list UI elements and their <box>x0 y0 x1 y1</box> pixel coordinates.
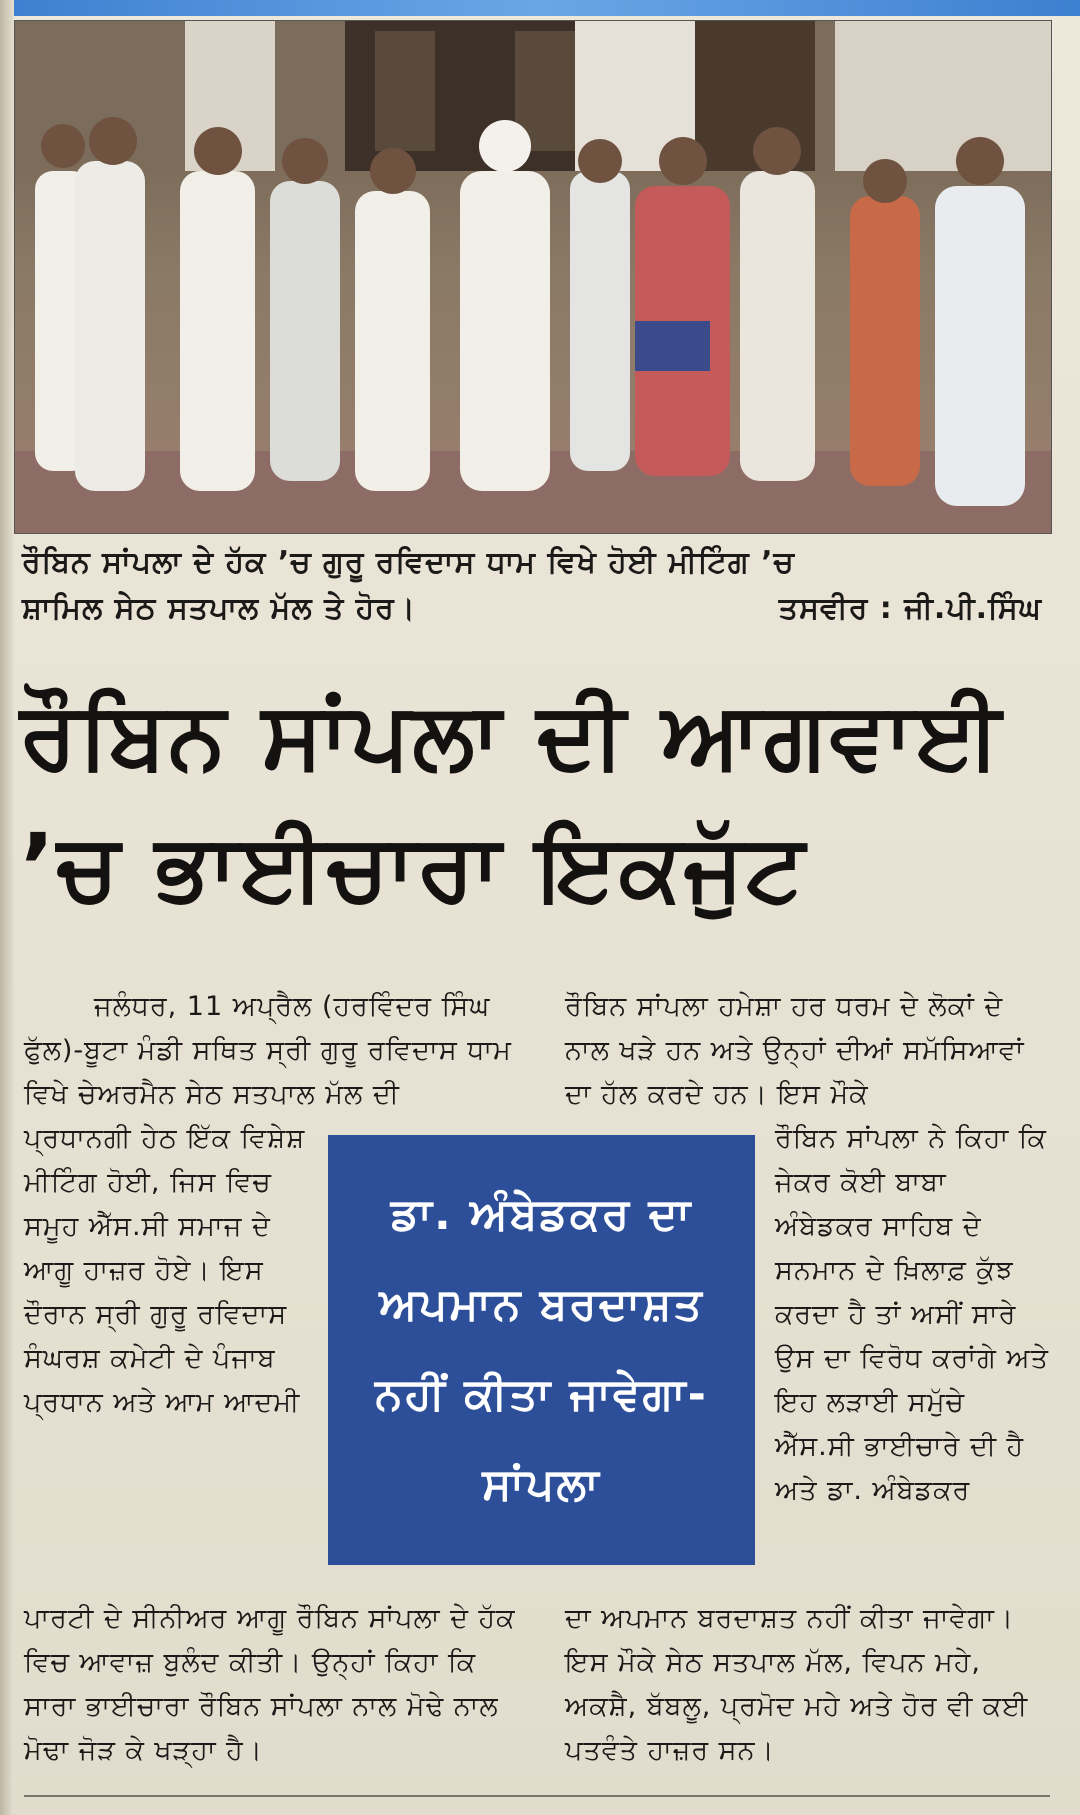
article-right-wrap: ਰੌਬਿਨ ਸਾਂਪਲਾ ਨੇ ਕਿਹਾ ਕਿ ਜੇਕਰ ਕੋਈ ਬਾਬਾ ਅੰਬੇਡਕਰ ਸਾਹਿਬ ਦੇ ਸਨਮਾਨ ਦੇ ਖ਼ਿਲਾਫ਼ ਕੁੱਝ ਕਰਦਾ ਹੈ ਤਾਂ ਅਸੀਂ ਸਾਰੇ ਉਸ ਦਾ ਵਿਰੋਧ ਕਰਾਂਗੇ ਅਤੇ ਇਹ ਲੜਾਈ ਸਮੁੱਚੇ ਐੱਸ.ਸੀ ਭਾਈਚਾਰੇ ਦੀ ਹੈ ਅਤੇ ਡਾ. ਅੰਬੇਡਕਰ <box>775 1123 1049 1506</box>
headline <box>20 670 1050 934</box>
caption-line-1: ਰੌਬਿਨ ਸਾਂਪਲਾ ਦੇ ਹੱਕ ’ਚ ਗੁਰੂ ਰਵਿਦਾਸ ਧਾਮ ਵਿਖੇ ਹੋਈ ਮੀਟਿੰਗ ’ਚ <box>22 545 795 580</box>
news-photo <box>14 20 1052 534</box>
article-left-bottom: ਪਾਰਟੀ ਦੇ ਸੀਨੀਅਰ ਆਗੂ ਰੌਬਿਨ ਸਾਂਪਲਾ ਦੇ ਹੱਕ ਵਿਚ ਆਵਾਜ਼ ਬੁਲੰਦ ਕੀਤੀ। ਉਨ੍ਹਾਂ ਕਿਹਾ ਕਿ ਸਾਰਾ ਭਾਈਚਾਰਾ ਰੌਬਿਨ ਸਾਂਪਲਾ ਨਾਲ ਮੋਢੇ ਨਾਲ ਮੋਢਾ ਜੋੜ ਕੇ ਖੜ੍ਹਾ ਹੈ। <box>24 1603 516 1766</box>
photo-credit: ਤਸਵੀਰ : ਜੀ.ਪੀ.ਸਿੰਘ <box>778 591 1042 626</box>
page-edge-strip <box>0 0 1080 16</box>
article-right-top: ਰੌਬਿਨ ਸਾਂਪਲਾ ਹਮੇਸ਼ਾ ਹਰ ਧਰਮ ਦੇ ਲੋਕਾਂ ਦੇ ਨਾਲ ਖੜੇ ਹਨ ਅਤੇ ਉਨ੍ਹਾਂ ਦੀਆਂ ਸਮੱਸਿਆਵਾਂ ਦਾ ਹੱਲ ਕਰਦੇ ਹਨ। ਇਸ ਮੌਕੇ <box>565 991 1025 1110</box>
bottom-rule <box>24 1795 1050 1797</box>
photo-caption <box>22 540 1042 632</box>
caption-line-2: ਸ਼ਾਮਿਲ ਸੇਠ ਸਤਪਾਲ ਮੱਲ ਤੇ ਹੋਰ। <box>22 591 417 626</box>
page-shadow <box>0 0 14 1815</box>
article-lead: ਜਲੰਧਰ, 11 ਅਪ੍ਰੈਲ (ਹਰਵਿੰਦਰ ਸਿੰਘ ਫੁੱਲ)-ਬੂਟਾ ਮੰਡੀ ਸਥਿਤ ਸ੍ਰੀ ਗੁਰੂ ਰਵਿਦਾਸ ਧਾਮ ਵਿਖੇ ਚੇਅਰਮੈਨ ਸੇਠ ਸਤਪਾਲ ਮੱਲ ਦੀ <box>24 991 512 1110</box>
article-left-wrap: ਪ੍ਰਧਾਨਗੀ ਹੇਠ ਇੱਕ ਵਿਸ਼ੇਸ਼ ਮੀਟਿੰਗ ਹੋਈ, ਜਿਸ ਵਿਚ ਸਮੂਹ ਐੱਸ.ਸੀ ਸਮਾਜ ਦੇ ਆਗੂ ਹਾਜ਼ਰ ਹੋਏ। ਇਸ ਦੌਰਾਨ ਸ੍ਰੀ ਗੁਰੂ ਰਵਿਦਾਸ ਸੰਘਰਸ਼ ਕਮੇਟੀ ਦੇ ਪੰਜਾਬ ਪ੍ਰਧਾਨ ਅਤੇ ਆਮ ਆਦਮੀ <box>24 1123 306 1418</box>
pull-quote-box <box>328 1135 755 1565</box>
headline-line-2: ’ਚ ਭਾਈਚਾਰਾ ਇਕਜੁੱਟ <box>20 814 807 921</box>
article-right-bottom: ਦਾ ਅਪਮਾਨ ਬਰਦਾਸ਼ਤ ਨਹੀਂ ਕੀਤਾ ਜਾਵੇਗਾ। ਇਸ ਮੌਕੇ ਸੇਠ ਸਤਪਾਲ ਮੱਲ, ਵਿਪਨ ਮਹੇ, ਅਕਸ਼ੈ, ਬੱਬਲੂ, ਪ੍ਰਮੋਦ ਮਹੇ ਅਤੇ ਹੋਰ ਵੀ ਕਈ ਪਤਵੰਤੇ ਹਾਜ਼ਰ ਸਨ। <box>565 1603 1029 1766</box>
headline-line-1: ਰੌਬਿਨ ਸਾਂਪਲਾ ਦੀ ਆਗਵਾਈ <box>20 682 1003 789</box>
pull-quote-text: ਡਾ. ਅੰਬੇਡਕਰ ਦਾ ਅਪਮਾਨ ਬਰਦਾਸ਼ਤ ਨਹੀਂ ਕੀਤਾ ਜਾਵੇਗਾ-ਸਾਂਪਲਾ <box>375 1189 708 1510</box>
